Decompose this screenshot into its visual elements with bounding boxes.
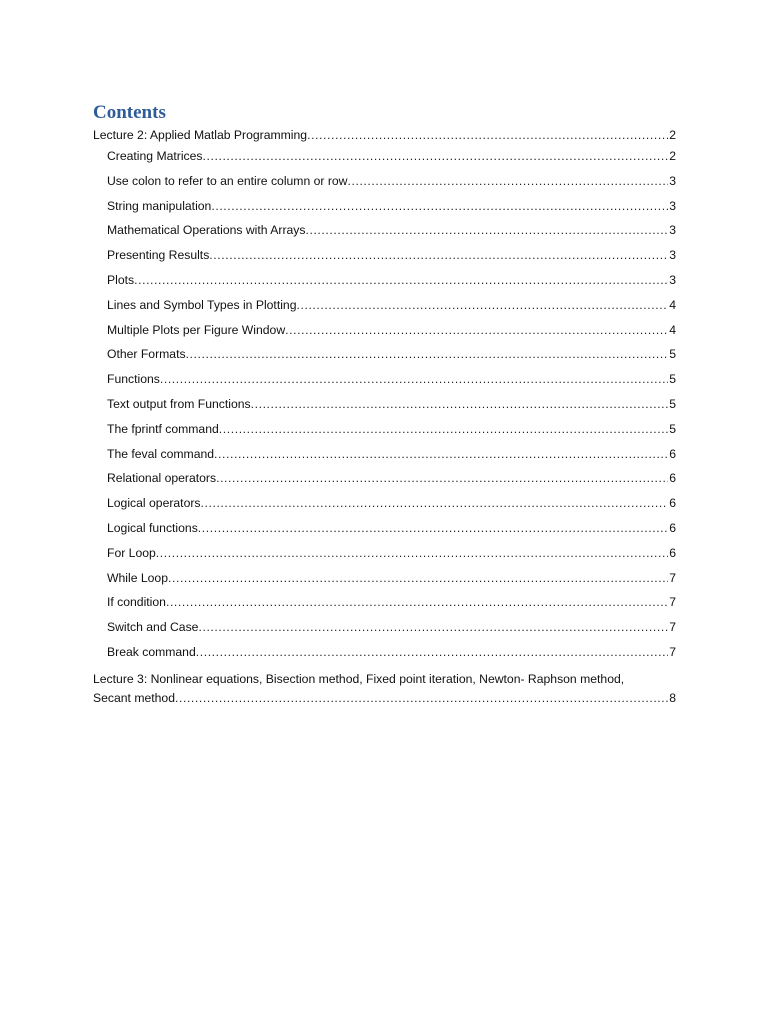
toc-entry-title: Use colon to refer to an entire column or row: [107, 173, 348, 188]
toc-entry-lecture-2[interactable]: [93, 126, 676, 145]
toc-entry[interactable]: [93, 367, 676, 392]
toc-entry-page: 2: [669, 128, 676, 142]
toc-subentries-list: [93, 144, 676, 665]
toc-entry-title: Lecture 2: Applied Matlab Programming: [93, 128, 308, 142]
toc-entry[interactable]: [93, 392, 676, 417]
toc-entry-page: 5: [669, 396, 676, 411]
toc-entry-title-line2: Secant method: [93, 690, 175, 705]
toc-leader-dots: [186, 342, 669, 367]
toc-entry[interactable]: [93, 169, 676, 194]
toc-leader-dots: [166, 590, 668, 615]
toc-entry-title: Break command: [107, 644, 196, 659]
toc-entry-title: Creating Matrices: [107, 149, 203, 163]
toc-entry[interactable]: [93, 194, 676, 219]
toc-entry-page: 6: [669, 496, 676, 511]
toc-entry-title: Mathematical Operations with Arrays: [107, 223, 306, 238]
toc-leader-dots: [307, 126, 668, 145]
toc-entry-page: 3: [669, 223, 676, 238]
toc-entry-title: Presenting Results: [107, 248, 210, 263]
toc-leader-dots: [214, 442, 668, 467]
toc-entry-page: 5: [669, 421, 676, 436]
toc-leader-dots: [201, 491, 669, 516]
toc-entry-page: 5: [669, 347, 676, 362]
toc-entry-title: Functions: [107, 372, 160, 387]
toc-entry[interactable]: [93, 466, 676, 491]
toc-entry-title: The fprintf command: [107, 421, 219, 436]
toc-entry-page: 3: [669, 272, 676, 287]
toc-entry-page: 3: [669, 248, 676, 263]
toc-entry-title: For Loop: [107, 545, 156, 560]
toc-leader-dots: [168, 566, 668, 591]
toc-leader-dots: [211, 194, 668, 219]
toc-leader-dots: [305, 218, 668, 243]
toc-leader-dots: [251, 392, 669, 417]
toc-entry[interactable]: [93, 218, 676, 243]
toc-leader-dots: [160, 367, 668, 392]
toc-entry[interactable]: [93, 541, 676, 566]
toc-entry-title: Switch and Case: [107, 620, 199, 635]
toc-entry[interactable]: [93, 318, 676, 343]
toc-entry-title: Other Formats: [107, 347, 186, 362]
toc-entry-page: 7: [669, 620, 676, 635]
toc-entry[interactable]: [93, 566, 676, 591]
toc-leader-dots: [203, 144, 669, 169]
toc-entry-page: 6: [669, 471, 676, 486]
toc-entry[interactable]: [93, 615, 676, 640]
toc-entry-page: 8: [669, 690, 676, 705]
toc-entry-page: 7: [669, 595, 676, 610]
toc-entry-page: 6: [669, 446, 676, 461]
toc-entry-title: Logical functions: [107, 520, 198, 535]
toc-leader-dots: [198, 615, 668, 640]
toc-entry-page: 3: [669, 173, 676, 188]
toc-entry-title: If condition: [107, 595, 166, 610]
toc-entry-page: 3: [669, 198, 676, 213]
toc-entry[interactable]: [93, 491, 676, 516]
toc-leader-dots: [285, 318, 668, 343]
toc-entry-title: Lines and Symbol Types in Plotting: [107, 297, 297, 312]
toc-entry-title-line2-row: [93, 689, 676, 708]
toc-entry[interactable]: [93, 268, 676, 293]
toc-entry-title: Text output from Functions: [107, 396, 251, 411]
toc-leader-dots: [134, 268, 668, 293]
document-page: [93, 100, 676, 708]
toc-entry-title: Plots: [107, 272, 135, 287]
toc-entry[interactable]: [93, 144, 676, 169]
toc-entry-title: String manipulation: [107, 198, 212, 213]
toc-leader-dots: [156, 541, 668, 566]
toc-entry-page: 4: [669, 297, 676, 312]
toc-leader-dots: [347, 169, 668, 194]
toc-entry[interactable]: [93, 342, 676, 367]
toc-entry[interactable]: [93, 442, 676, 467]
toc-leader-dots: [216, 466, 668, 491]
toc-entry-title: Logical operators: [107, 496, 201, 511]
toc-heading: Contents: [93, 102, 166, 123]
toc-leader-dots: [196, 640, 668, 665]
toc-entry[interactable]: [93, 243, 676, 268]
toc-entry-page: 5: [669, 372, 676, 387]
toc-entry-page: 2: [669, 149, 676, 163]
toc-entry-page: 6: [669, 545, 676, 560]
toc-entry[interactable]: [93, 590, 676, 615]
toc-entry-page: 7: [669, 644, 676, 659]
toc-entry-title-line1: Lecture 3: Nonlinear equations, Bisection method, Fixed point iteration, Newton- Raphson method,: [93, 671, 625, 686]
toc-entry[interactable]: [93, 417, 676, 442]
toc-entry[interactable]: [93, 516, 676, 541]
toc-leader-dots: [296, 293, 668, 318]
toc-leader-dots: [209, 243, 668, 268]
toc-leader-dots: [219, 417, 668, 442]
toc-entry-page: 4: [669, 322, 676, 337]
toc-entry[interactable]: [93, 640, 676, 665]
toc-entry-lecture-3[interactable]: [93, 670, 676, 708]
toc-leader-dots: [198, 516, 668, 541]
toc-entry-title: Relational operators: [107, 471, 217, 486]
toc-entry[interactable]: [93, 293, 676, 318]
toc-entry-title: Multiple Plots per Figure Window: [107, 322, 286, 337]
toc-entry-title: While Loop: [107, 570, 168, 585]
toc-entry-page: 6: [669, 520, 676, 535]
toc-leader-dots: [175, 689, 668, 708]
toc-entry-title: The feval command: [107, 446, 215, 461]
toc-entry-page: 7: [669, 570, 676, 585]
